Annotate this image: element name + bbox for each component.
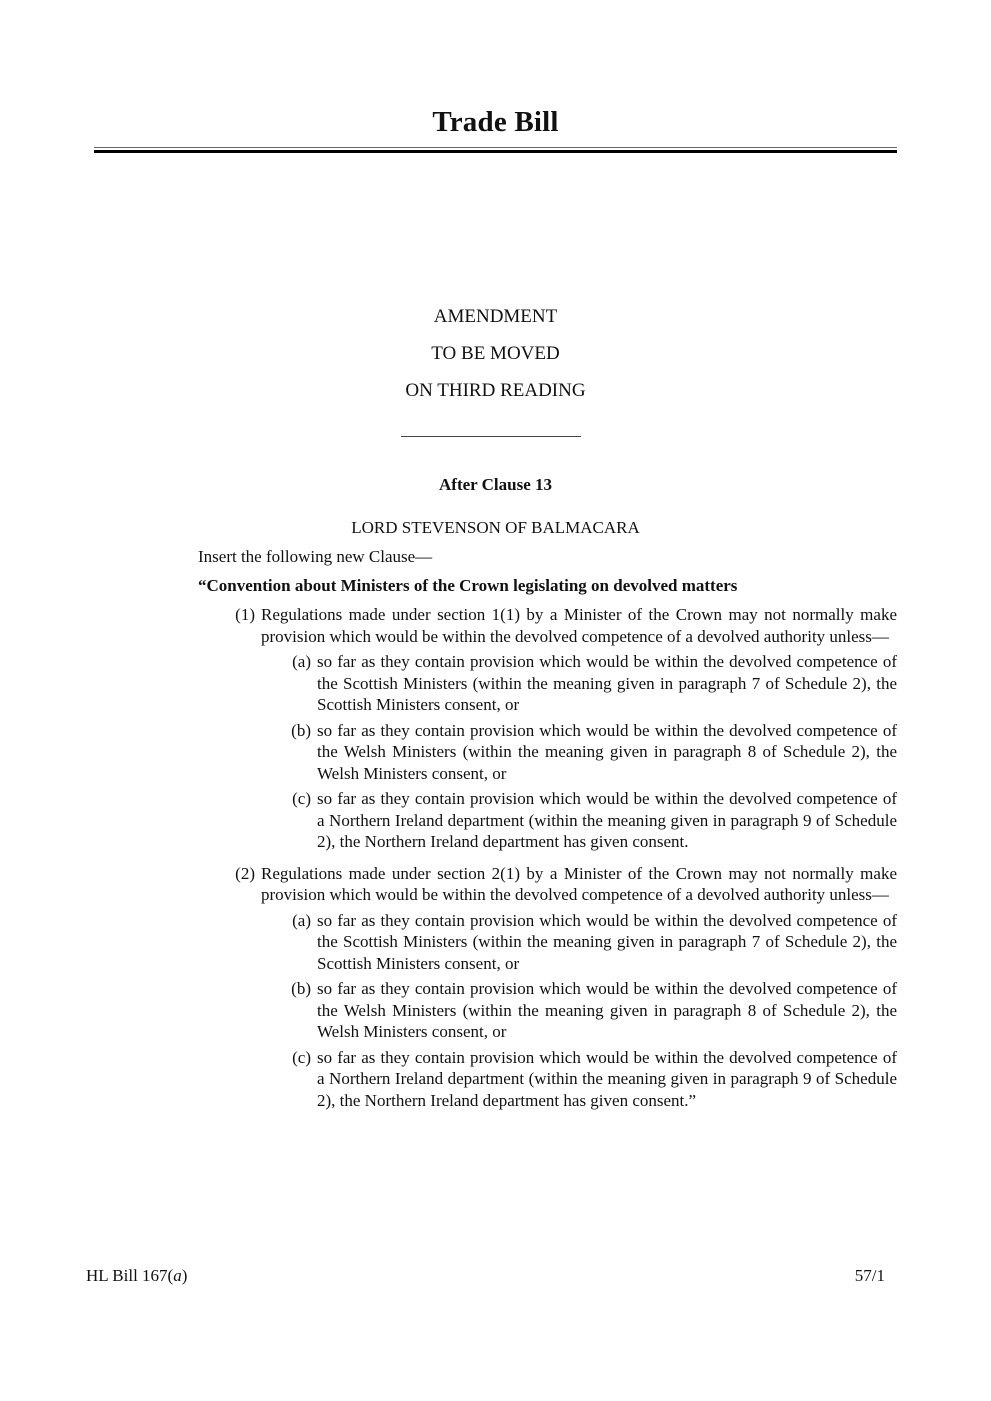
heading-line: ON THIRD READING [405,380,586,401]
amendment-mover: LORD STEVENSON OF BALMACARA [351,518,640,537]
amendment-position: After Clause 13 [439,475,552,494]
paragraph-label: (a) [292,910,311,930]
paragraph-label: (b) [291,979,311,998]
paragraph-text: so far as they contain provision which would be within the devolved competence of the Welsh Ministers (within the meaning given in paragraph 8 of Schedule 2), the Welsh Ministers consent, or [317,720,897,783]
bill-suffix-italic: a [173,1266,182,1285]
paragraph [261,720,897,785]
title-rule-thin [94,147,897,148]
subsection-number: (1) [235,605,255,624]
paragraph [261,651,897,716]
subsection-number: (2) [235,863,255,883]
paragraph [261,910,897,975]
paragraph-text: so far as they contain provision which would be within the devolved competence of the Scottish Ministers (within the meaning given in paragraph 7 of Schedule 2), the Scottish Ministers consent, or [317,910,897,973]
heading-line: AMENDMENT [433,306,558,327]
paragraph-text: so far as they contain provision which would be within the devolved competence of the Scottish Ministers (within the meaning given in paragraph 7 of Schedule 2), the Scottish Ministers consent, or [317,652,897,714]
clause-title: “Convention about Ministers of the Crown legislating on devolved matters [198,575,738,595]
bill-prefix: HL Bill 167( [86,1266,174,1285]
paragraph-label: (c) [292,1047,311,1067]
paragraph-text: so far as they contain provision which would be within the devolved competence of the Welsh Ministers (within the meaning given in paragraph 8 of Schedule 2), the Welsh Ministers consent, or [317,979,897,1041]
subsection-2 [198,863,897,1116]
paragraph-label: (b) [291,720,311,740]
paragraph-text: so far as they contain provision which would be within the devolved competence of a Northern Ireland department (within the meaning given in paragraph 9 of Schedule 2), the Northern Ireland department has given consent.” [317,1047,897,1110]
paragraph [261,1047,897,1112]
subsection-lead: Regulations made under section 2(1) by a Minister of the Crown may not normally make provision which would be within the devolved competence of a devolved authority unless— [261,863,897,904]
paragraph [261,788,897,853]
amendment-body [198,546,897,1121]
section-divider [401,436,581,437]
subsection-body [255,863,897,1116]
subsection-lead: Regulations made under section 1(1) by a Minister of the Crown may not normally make provision which would be within the devolved competence of a devolved authority unless— [261,605,897,646]
subsection-body [255,604,897,857]
subsection-1 [198,604,897,857]
amendment-heading [94,305,897,416]
paragraph [261,978,897,1043]
heading-line: TO BE MOVED [431,343,560,364]
instruction-text: Insert the following new Clause— [198,547,433,566]
page-reference: 57/1 [854,1266,885,1285]
title-rule-thick [94,150,897,153]
bill-reference [86,1266,187,1286]
document-title: Trade Bill [432,106,559,138]
paragraph-label: (c) [292,789,311,808]
paragraph-text: so far as they contain provision which would be within the devolved competence of a Northern Ireland department (within the meaning given in paragraph 9 of Schedule 2), the Northern Ireland department has given consent. [317,789,897,851]
bill-close: ) [181,1266,188,1285]
paragraph-label: (a) [292,652,311,671]
